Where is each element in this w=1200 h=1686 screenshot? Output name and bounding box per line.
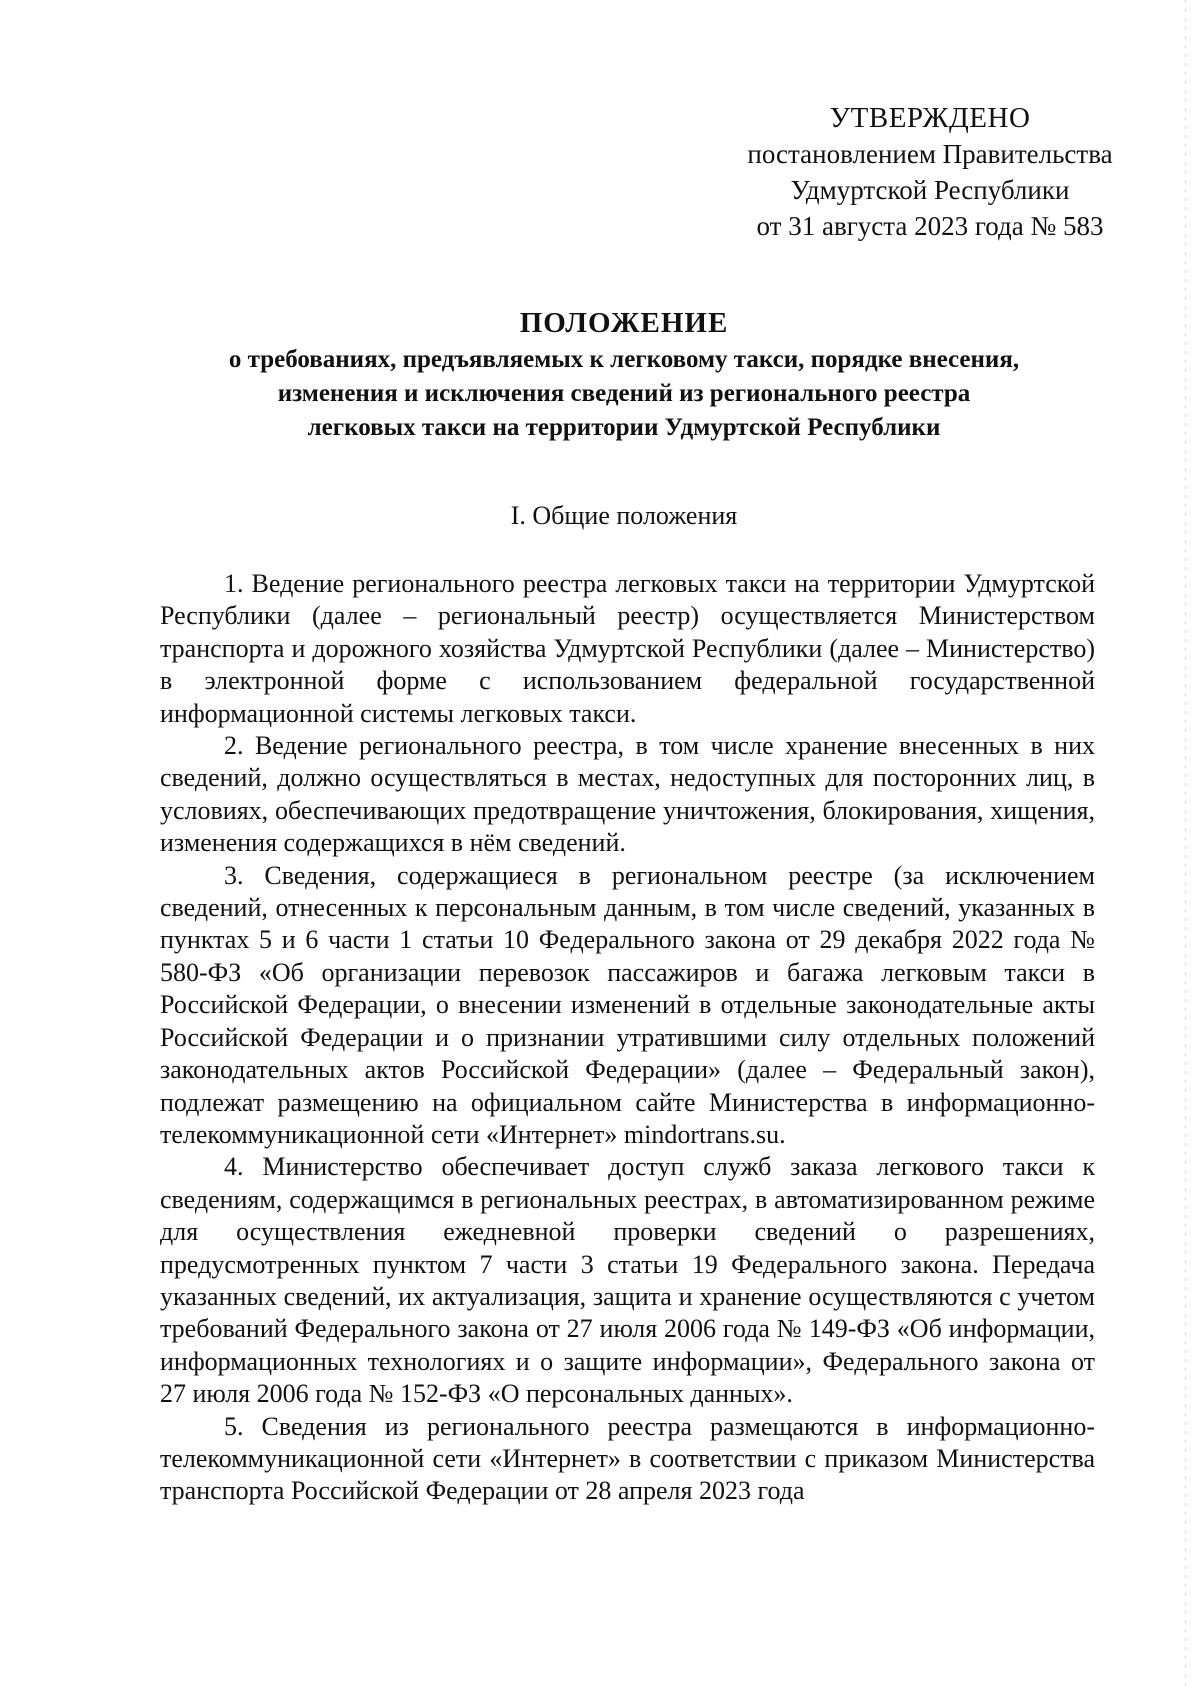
document-subtitle-line: легковых такси на территории Удмуртской Республики: [307, 414, 941, 441]
document-title: ПОЛОЖЕНИЕ: [519, 307, 729, 339]
scan-edge-mark: [1185, 0, 1186, 1686]
paragraph: 3. Сведения, содержащиеся в региональном реестре (за исключением сведений, отнесенных к персональным данным, в том числе сведений, указанных в пунктах 5 и 6 части 1 статьи 10 Федерального закона от 29 декабря 2022 года № 580-ФЗ «Об организации перевозок пассажиров и багажа легковым такси в Российской Федерации, о внесении изменений в отдельные законодательные акты Российской Федерации и о признании утратившими силу отдельных положений законодательных актов Российской Федерации» (далее – Федеральный закон), подлежат размещению на официальном сайте Министерства в информационно-телекоммуникационной сети «Интернет» mindortrans.su.: [160, 860, 1095, 1149]
document-subtitle-line: изменения и исключения сведений из регионального реестра: [277, 380, 971, 407]
section-heading: I. Общие положения: [510, 501, 738, 530]
approval-line: постановлением Правительства: [747, 139, 1113, 169]
approval-block: [735, 100, 1125, 244]
approval-date-line: от 31 августа 2023 года № 583: [756, 211, 1104, 241]
paragraph: 2. Ведение регионального реестра, в том числе хранение внесенных в них сведений, должно осуществляться в местах, недоступных для посторонних лиц, в условиях, обеспечивающих предотвращение уничтожения, блокирования, хищения, изменения содержащихся в нём сведений.: [160, 731, 1095, 858]
document-subtitle-line: о требованиях, предъявляемых к легковому такси, порядке внесения,: [228, 346, 1020, 373]
approval-stamp: УТВЕРЖДЕНО: [829, 102, 1031, 134]
paragraph: 5. Сведения из регионального реестра размещаются в информационно-телекоммуникационной сети «Интернет» в соответствии с приказом Министерства транспорта Российской Федерации от 28 апреля 2023 года: [160, 1411, 1095, 1506]
approval-line: Удмуртской Республики: [790, 175, 1070, 205]
document-title-block: [150, 303, 1098, 445]
paragraph: 4. Министерство обеспечивает доступ служб заказа легкового такси к сведениям, содержащимся в региональных реестрах, в автоматизированном режиме для осуществления ежедневной проверки сведений о разрешениях, предусмотренных пунктом 7 части 3 статьи 19 Федерального закона. Передача указанных сведений, их актуализация, защита и хранение осуществляются с учетом требований Федерального закона от 27 июля 2006 года № 149-ФЗ «Об информации, информационных технологиях и о защите информации», Федерального закона от 27 июля 2006 года № 152-ФЗ «О персональных данных».: [160, 1152, 1095, 1409]
paragraph: 1. Ведение регионального реестра легковых такси на территории Удмуртской Республики (далее – региональный реестр) осуществляется Министерством транспорта и дорожного хозяйства Удмуртской Республики (далее – Министерство) в электронной форме с использованием федеральной государственной информационной системы легковых такси.: [160, 569, 1095, 728]
document-body: [160, 568, 1095, 1508]
